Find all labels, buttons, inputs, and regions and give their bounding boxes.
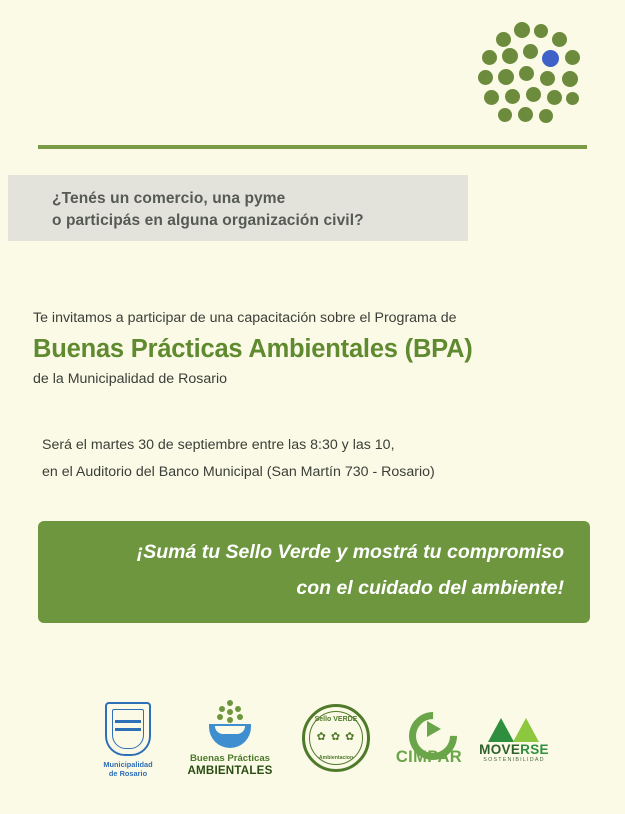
logo-sello-verde	[293, 704, 379, 772]
logo-moverse	[466, 716, 562, 763]
callout-banner	[38, 521, 590, 623]
cimpar-caption: CIMPAR	[395, 748, 463, 766]
bpa-caption-line-1: Buenas Prácticas	[190, 753, 270, 764]
dot-cluster-logo-icon	[478, 22, 588, 132]
question-line-2: o participás en alguna organización civil?	[52, 212, 364, 229]
logo-buenas-practicas-ambientales	[175, 700, 285, 777]
invitation-lead: Te invitamos a participar de una capacitación sobre el Programa de	[33, 310, 457, 326]
moverse-caption-accent: RSE	[520, 742, 549, 757]
shield-icon	[105, 702, 151, 756]
invitation-block	[33, 308, 603, 389]
event-place-line: en el Auditorio del Banco Municipal (San Martín 730 - Rosario)	[42, 464, 435, 480]
cimpar-mark-icon	[409, 712, 449, 746]
invitation-headline: Buenas Prácticas Ambientales (BPA)	[33, 335, 473, 363]
callout-line-2: con el cuidado del ambiente!	[296, 577, 564, 599]
moverse-caption-sub: SOSTENIBILIDAD	[483, 757, 545, 763]
moverse-caption-main: MOVE	[479, 742, 521, 757]
question-band	[8, 175, 468, 241]
invitation-subtitle: de la Municipalidad de Rosario	[33, 371, 228, 387]
header-divider	[38, 145, 587, 149]
sello-caption-top: Sello VERDE	[314, 716, 358, 723]
muni-caption-line-2: de Rosario	[108, 769, 148, 778]
leaf-water-icon	[207, 700, 253, 750]
flower-glyphs-icon: ✿ ✿ ✿	[316, 731, 356, 743]
moverse-caption	[466, 742, 562, 757]
logo-cimpar	[383, 712, 475, 767]
event-details	[42, 432, 602, 486]
mountains-icon	[487, 716, 541, 742]
logo-municipalidad-de-rosario	[88, 702, 168, 778]
footer-logo-strip	[78, 700, 558, 792]
seal-icon	[302, 704, 370, 772]
question-text	[52, 188, 364, 232]
bpa-caption-line-2: AMBIENTALES	[187, 764, 273, 777]
sello-caption-bottom: Ambientacion	[318, 755, 354, 761]
question-line-1: ¿Tenés un comercio, una pyme	[52, 190, 286, 207]
muni-caption-line-1: Municipalidad	[103, 760, 153, 769]
callout-line-1: ¡Sumá tu Sello Verde y mostrá tu compromiso	[136, 541, 564, 563]
logo-caption	[88, 760, 168, 778]
event-date-line: Será el martes 30 de septiembre entre las 8:30 y las 10,	[42, 437, 395, 453]
